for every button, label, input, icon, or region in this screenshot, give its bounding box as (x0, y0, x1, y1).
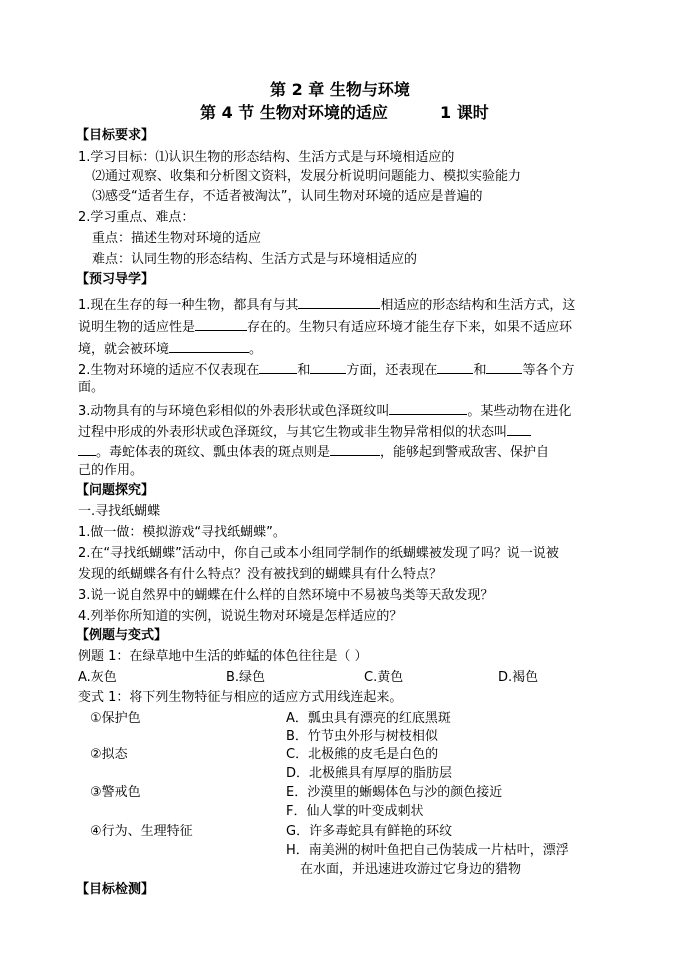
option-c: C.黄色 (364, 670, 404, 685)
q3-text-a: 3.动物具有的与环境色彩相似的外表形状或色泽斑纹叫 (78, 404, 390, 419)
preview-q1-line2 (78, 317, 572, 336)
period-label: 1 课时 (440, 103, 489, 122)
variant-question: 变式 1：将下列生物特征与相应的适应方式用线连起来。 (78, 690, 403, 705)
q1-text-f: 。 (249, 342, 263, 357)
answer-blank[interactable] (310, 360, 346, 374)
explore-line: 一.寻找纸蝴蝶 (78, 504, 161, 519)
explore-line: 1.做一做：模拟游戏“寻找纸蝴蝶”。 (78, 525, 286, 540)
match-right-item: B．竹节虫外形与树枝相似 (286, 729, 438, 744)
examples-heading: 【例题与变式】 (76, 628, 168, 643)
answer-blank[interactable] (486, 360, 522, 374)
option-d: D.褐色 (498, 670, 539, 685)
answer-blank[interactable] (259, 360, 297, 374)
preview-q2-line1 (78, 360, 574, 379)
q2-text-e: 等各个方 (522, 363, 575, 378)
answer-blank[interactable] (169, 339, 249, 353)
match-right-item: 在水面，并迅速进攻游过它身边的猎物 (300, 862, 522, 877)
preview-q3-line1 (78, 401, 571, 420)
match-left-item: ③警戒色 (90, 785, 141, 800)
q1-text-d: 存在的。生物只有适应环境才能生存下来，如果不适应环 (247, 320, 573, 335)
preview-q3-line2 (78, 422, 531, 441)
goal-line: 1.学习目标：⑴认识生物的形态结构、生活方式是与环境相适应的 (78, 150, 455, 165)
chapter-title: 第 2 章 生物与环境 (270, 80, 410, 99)
match-right-item: A．瓢虫具有漂亮的红底黑斑 (286, 711, 451, 726)
match-right-item: E．沙漠里的蜥蜴体色与沙的颜色接近 (286, 785, 503, 800)
q3-text-c: 过程中形成的外表形状或色泽斑纹，与其它生物或非生物异常相似的状态叫 (78, 425, 508, 440)
q2-text-a: 2.生物对环境的适应不仅表现在 (78, 363, 260, 378)
preview-q1-line1 (78, 295, 575, 314)
q1-text-c: 说明生物的适应性是 (78, 320, 196, 335)
goal-line: 重点：描述生物对环境的适应 (92, 231, 262, 246)
answer-blank[interactable] (389, 401, 467, 415)
explore-line: 2.在“寻找纸蝴蝶”活动中，你自己或本小组同学制作的纸蝴蝶被发现了吗？说一说被 (78, 546, 559, 561)
preview-q3-line3 (78, 442, 549, 461)
goal-line: 难点：认同生物的形态结构、生活方式是与环境相适应的 (92, 252, 418, 267)
match-left-item: ②拟态 (90, 747, 128, 762)
match-right-item: H．南美洲的树叶鱼把自己伪装成一片枯叶，漂浮 (286, 843, 569, 858)
option-a: A.灰色 (78, 670, 117, 685)
answer-blank[interactable] (298, 295, 380, 309)
match-right-item: F．仙人掌的叶变成刺状 (286, 804, 424, 819)
q3-text-b: 。某些动物在进化 (467, 404, 572, 419)
answer-blank[interactable] (330, 442, 380, 456)
match-right-item: G．许多毒蛇具有鲜艳的环纹 (286, 824, 453, 839)
check-heading: 【目标检测】 (76, 882, 155, 897)
preview-q2-line2: 面。 (78, 380, 105, 395)
answer-blank[interactable] (78, 442, 96, 456)
match-right-item: C．北极熊的皮毛是白色的 (286, 747, 439, 762)
q2-text-c: 方面，还表现在 (346, 363, 438, 378)
example-question: 例题 1：在绿草地中生活的蚱蜢的体色往往是（ ） (78, 649, 368, 664)
q1-text-b: 相适应的形态结构和生活方式，这 (380, 298, 576, 313)
answer-blank[interactable] (507, 422, 531, 436)
match-left-item: ①保护色 (90, 711, 141, 726)
q2-text-d: 和 (473, 363, 487, 378)
explore-heading: 【问题探究】 (76, 483, 155, 498)
q3-text-d: 。毒蛇体表的斑纹、瓢虫体表的斑点则是 (96, 445, 331, 460)
match-right-item: D．北极熊具有厚厚的脂肪层 (286, 766, 453, 781)
preview-q1-line3 (78, 339, 262, 358)
section-title: 第 4 节 生物对环境的适应 (200, 103, 388, 122)
answer-blank[interactable] (437, 360, 473, 374)
preview-heading: 【预习导学】 (76, 272, 155, 287)
explore-line: 4.列举你所知道的实例，说说生物对环境是怎样适应的？ (78, 609, 403, 624)
preview-q3-line4: 己的作用。 (78, 463, 144, 478)
option-b: B.绿色 (226, 670, 266, 685)
match-left-item: ④行为、生理特征 (90, 824, 193, 839)
q1-text-a: 1.现在生存的每一种生物，都具有与其 (78, 298, 299, 313)
q3-text-e: ，能够起到警戒敌害、保护自 (380, 445, 550, 460)
goal-line: 2.学习重点、难点： (78, 210, 195, 225)
goal-line: ⑵通过观察、收集和分析图文资料，发展分析说明问题能力、模拟实验能力 (92, 169, 522, 184)
explore-line: 3.说一说自然界中的蝴蝶在什么样的自然环境中不易被鸟类等天敌发现？ (78, 588, 494, 603)
q2-text-b: 和 (297, 363, 311, 378)
explore-line: 发现的纸蝴蝶各有什么特点？没有被找到的蝴蝶具有什么特点？ (78, 567, 443, 582)
goals-heading: 【目标要求】 (76, 128, 155, 143)
q1-text-e: 境，就会被环境 (78, 342, 170, 357)
answer-blank[interactable] (195, 317, 247, 331)
goal-line: ⑶感受“适者生存，不适者被淘汰”，认同生物对环境的适应是普遍的 (92, 189, 483, 204)
